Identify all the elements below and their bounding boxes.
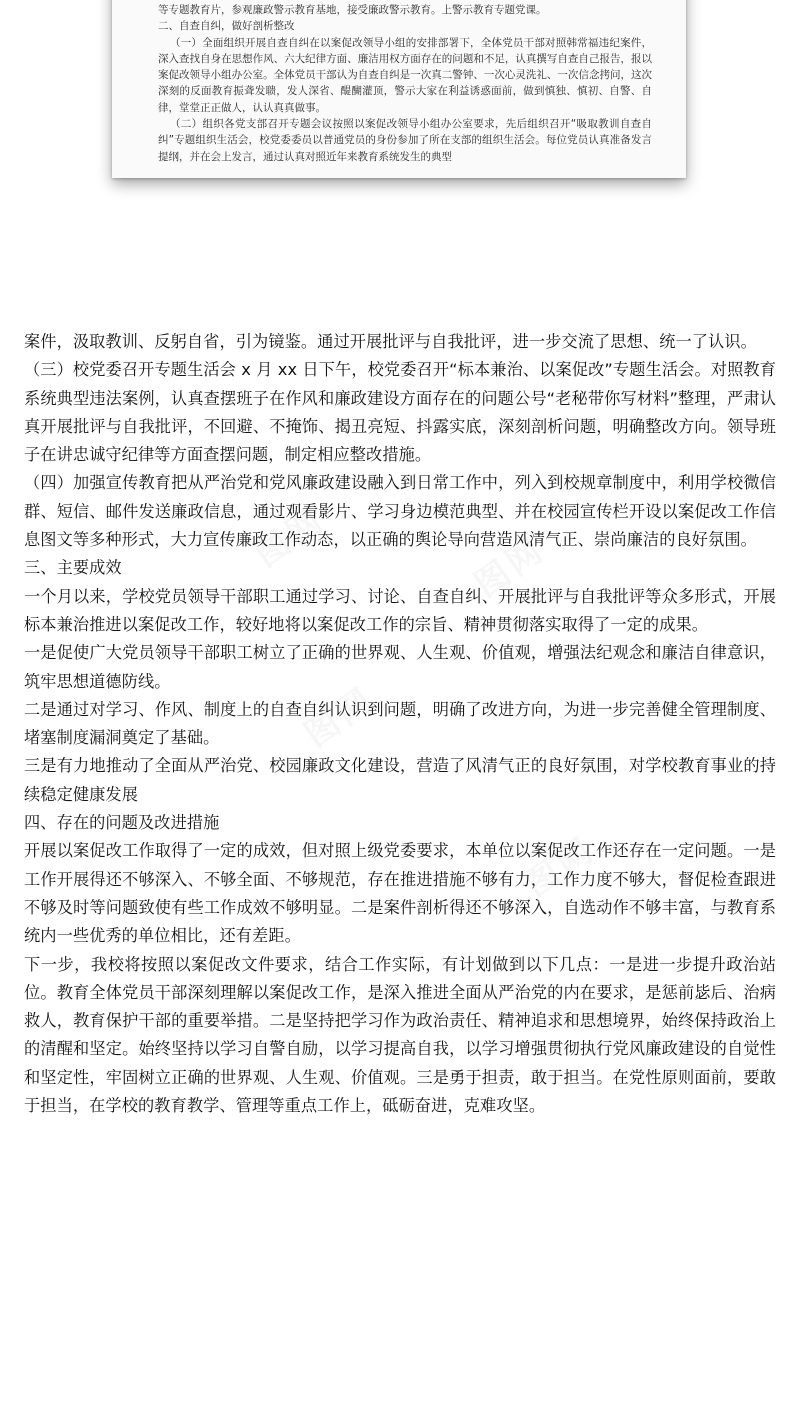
- document-preview-card: [112, 0, 686, 178]
- preview-text-block: [158, 2, 652, 165]
- paragraph: 二是通过对学习、作风、制度上的自查自纠认识到问题，明确了改进方向，为进一步完善健全管理制度、堵塞制度漏洞奠定了基础。: [24, 699, 776, 748]
- section-heading: 三、主要成效: [24, 558, 122, 578]
- watermark: 图网: [297, 679, 383, 756]
- preview-paragraph-2: （二）组织各党支部召开专题会议按照以案促改领导小组办公室要求，先后组织召开“吸取教训自查自纠”专题组织生活会，校党委委员以普通党员的身份参加了所在支部的组织生活会。每位党员认真准备发言提纲，并在会上发言，通过认真对照近年来教育系统发生的典型: [158, 118, 652, 163]
- watermark: 图网: [517, 829, 603, 906]
- paragraph: 三是有力地推动了全面从严治党、校园廉政文化建设，营造了风清气正的良好氛围，对学校教育事业的持续稳定健康发展: [24, 756, 776, 804]
- paragraph: 开展以案促改工作取得了一定的成效，但对照上级党委要求，本单位以案促改工作还存在一定问题。一是工作开展得还不够深入、不够全面、不够规范，存在推进措施不够有力，工作力度不够大，督促检查跟进不够及时等问题致使有些工作成效不够明显。二是案件剖析得还不够深入，自选动作不够丰富，与教育系统内一些优秀的单位相比，还有差距。: [24, 841, 776, 946]
- paragraph: 案件，汲取教训、反躬自省，引为镜鉴。通过开展批评与自我批评，进一步交流了思想、统一了认识。: [24, 332, 757, 351]
- paragraph: （四）加强宣传教育把从严治党和党风廉政建设融入到日常工作中，列入到校规章制度中，利用学校微信群、短信、邮件发送廉政信息，通过观看影片、学习身边模范典型、并在校园宣传栏开设以案促改工作信息图文等多种形式，大力宣传廉政工作动态，以正确的舆论导向营造风清气正、崇尚廉洁的良好氛围。: [24, 473, 776, 550]
- paragraph: 一个月以来，学校党员领导干部职工通过学习、讨论、自查自纠、开展批评与自我批评等众多形式，开展标本兼治推进以案促改工作，较好地将以案促改工作的宗旨、精神贯彻落实取得了一定的成果。: [24, 586, 776, 634]
- paragraph: （三）校党委召开专题生活会 x 月 xx 日下午，校党委召开“标本兼治、以案促改”专题生活会。对照教育系统典型违法案例，认真查摆班子在作风和廉政建设方面存在的问题公号“老秘带你写材料”整理，严肃认真开展批评与自我批评，不回避、不掩饰、揭丑亮短、抖露实底，深刻剖析问题，明确整改方向。领导班子在讲忠诚守纪律等方面查摆问题，制定相应整改措施。: [24, 360, 776, 465]
- document-preview-area: [0, 0, 800, 240]
- preview-line-top: 等专题教育片，参观廉政警示教育基地，接受廉政警示教育。上警示教育专题党课。: [158, 4, 547, 16]
- preview-heading: 二、自查自纠，做好剖析整改: [158, 20, 295, 33]
- paragraph: 一是促使广大党员领导干部职工树立了正确的世界观、人生观、价值观，增强法纪观念和廉洁自律意识，筑牢思想道德防线。: [24, 643, 776, 691]
- section-heading: 四、存在的问题及改进措施: [24, 813, 220, 833]
- document-body: [24, 328, 776, 1120]
- paragraph: 下一步，我校将按照以案促改文件要求，结合工作实际，有计划做到以下几点：一是进一步提升政治站位。教育全体党员干部深刻理解以案促改工作，是深入推进全面从严治党的内在要求，是惩前毖后、治病救人，教育保护干部的重要举措。二是坚持把学习作为政治责任、精神追求和思想境界，始终保持政治上的清醒和坚定。始终坚持以学习自警自励，以学习提高自我，以学习增强贯彻执行党风廉政建设的自觉性和坚定性，牢固树立正确的世界观、人生观、价值观。三是勇于担责，敢于担当。在党性原则面前，要敢于担当，在学校的教育教学、管理等重点工作上，砥砺奋进，克难攻坚。: [24, 954, 776, 1116]
- watermark: 图网: [467, 529, 553, 606]
- watermark: 图网: [247, 499, 333, 576]
- preview-paragraph-1: （一）全面组织开展自查自纠在以案促改领导小组的安排部署下，全体党员干部对照韩常福违纪案件，深入查找自身在思想作风、六大纪律方面、廉洁用权方面存在的问题和不足，认真撰写自查自己报告，报以案促改领导小组办公室。全体党员干部认为自查自纠是一次真二警钟、一次心灵洗礼、一次信念拷问，这次深刻的反面教育振聋发聩，发人深省、醍醐灌顶，警示大家在利益诱惑面前，做到慎独、慎初、自警、自律，堂堂正正做人，认认真真做事。: [158, 36, 652, 114]
